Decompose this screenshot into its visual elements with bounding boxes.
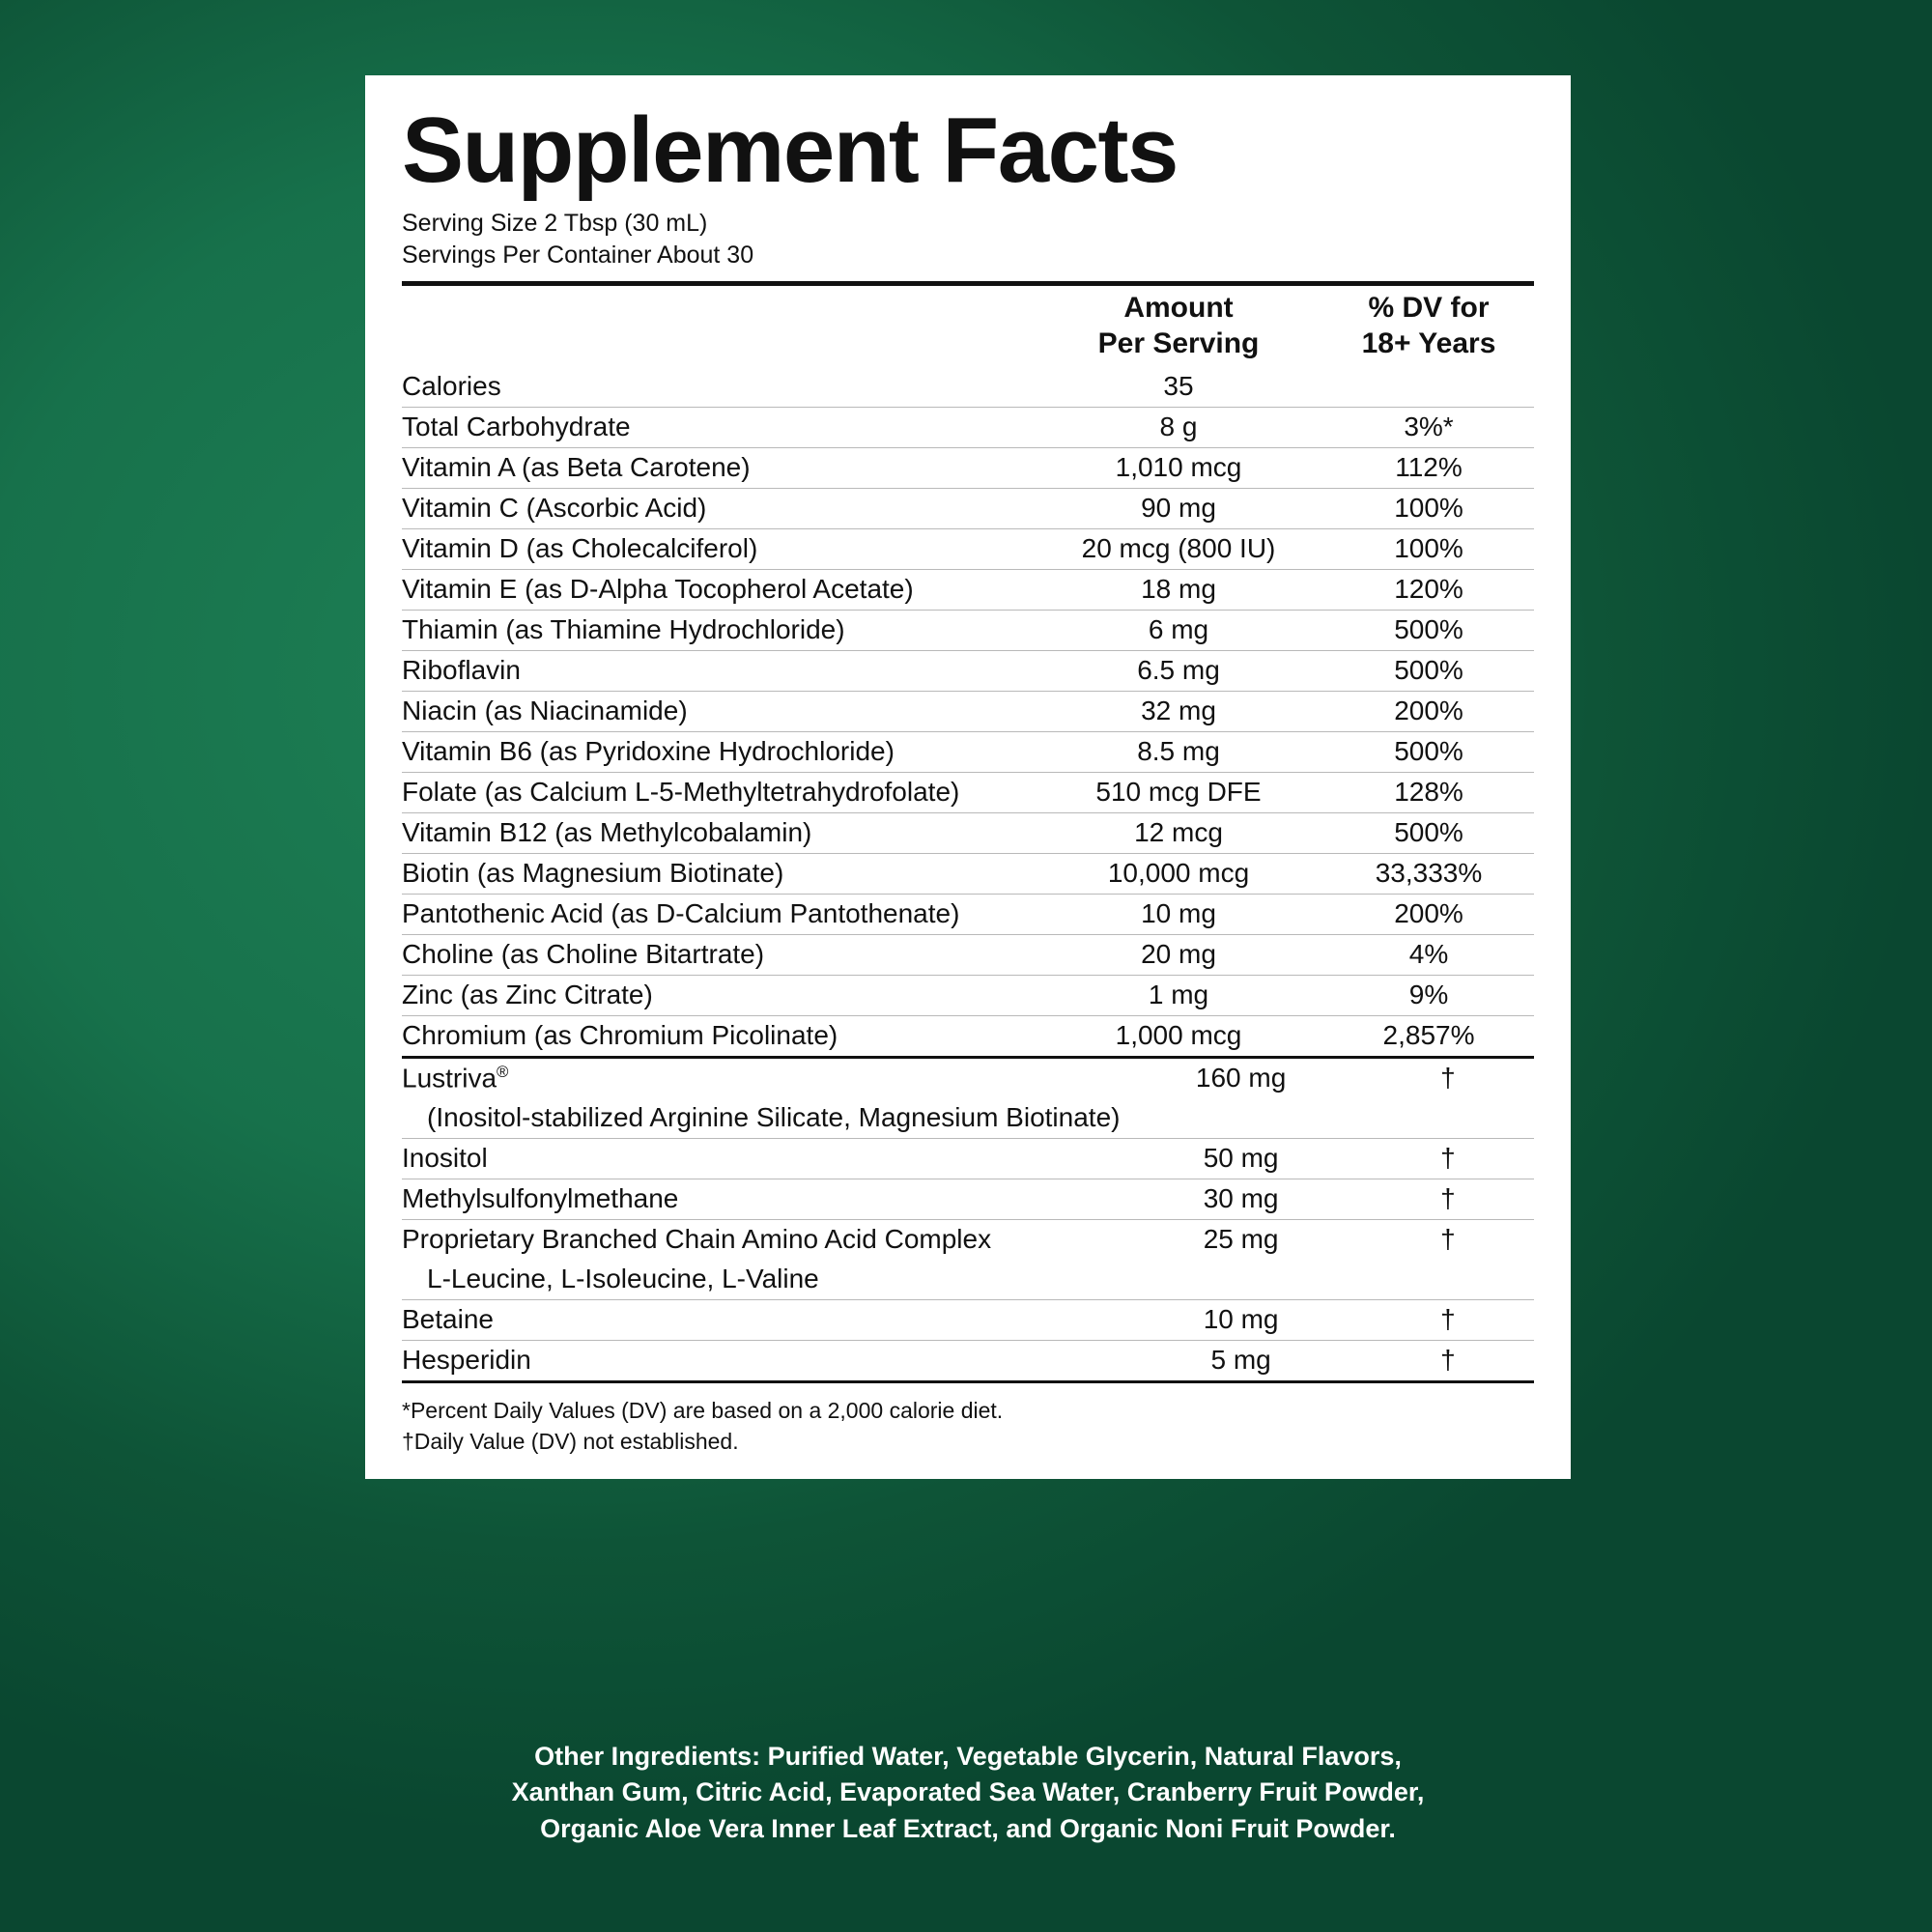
nutrient-dv: 200%	[1323, 894, 1534, 934]
servings-per-container: Servings Per Container About 30	[402, 241, 754, 269]
footnotes	[402, 1383, 1534, 1457]
blend-amount: 160 mg	[1195, 1062, 1287, 1093]
header-dv-line1: % DV for	[1368, 291, 1490, 324]
table-row	[402, 1059, 1534, 1098]
blend-name: Methylsulfonylmethane	[402, 1179, 1120, 1220]
nutrient-amount: 510 mcg DFE	[1034, 772, 1323, 812]
other-ingredients	[365, 1739, 1571, 1847]
blend-amount: 30 mg	[1120, 1179, 1361, 1220]
blend-name-text: Lustriva	[402, 1063, 497, 1094]
table-row	[402, 1220, 1534, 1261]
nutrient-name: Riboflavin	[402, 650, 1034, 691]
table-row	[402, 407, 1534, 447]
nutrient-dv: 3%*	[1323, 407, 1534, 447]
blend-dv-empty	[1362, 1260, 1534, 1300]
nutrient-amount: 10,000 mcg	[1034, 853, 1323, 894]
nutrient-name: Zinc (as Zinc Citrate)	[402, 975, 1034, 1015]
header-amount-line1: Amount	[1123, 291, 1234, 324]
registered-mark: ®	[497, 1062, 509, 1081]
nutrient-name: Vitamin D (as Cholecalciferol)	[402, 528, 1034, 569]
blend-dv: †	[1440, 1224, 1456, 1255]
page-title: Supplement Facts	[402, 99, 1178, 202]
blend-amount-empty	[1120, 1098, 1361, 1139]
nutrient-name: Niacin (as Niacinamide)	[402, 691, 1034, 731]
blend-amount: 25 mg	[1203, 1224, 1279, 1255]
nutrient-dv: 100%	[1323, 528, 1534, 569]
blend-name: Proprietary Branched Chain Amino Acid Complex	[402, 1224, 992, 1255]
blend-dv: †	[1362, 1139, 1534, 1179]
nutrient-name: Vitamin C (Ascorbic Acid)	[402, 488, 1034, 528]
blend-table	[402, 1059, 1534, 1380]
nutrient-amount: 12 mcg	[1034, 812, 1323, 853]
nutrient-name: Vitamin B12 (as Methylcobalamin)	[402, 812, 1034, 853]
footnote-percent-dv: *Percent Daily Values (DV) are based on a 2,000 calorie diet.	[402, 1398, 1004, 1424]
table-row	[402, 488, 1534, 528]
nutrient-name: Vitamin B6 (as Pyridoxine Hydrochloride)	[402, 731, 1034, 772]
nutrient-name: Total Carbohydrate	[402, 407, 1034, 447]
nutrient-dv: 33,333%	[1323, 853, 1534, 894]
table-row	[402, 1015, 1534, 1056]
nutrient-name: Biotin (as Magnesium Biotinate)	[402, 853, 1034, 894]
blend-amount: 10 mg	[1120, 1300, 1361, 1341]
table-row	[402, 934, 1534, 975]
nutrient-dv: 128%	[1323, 772, 1534, 812]
blend-dv: †	[1440, 1062, 1456, 1093]
table-row	[402, 1260, 1534, 1300]
blend-dv: †	[1440, 1345, 1456, 1376]
table-row	[402, 691, 1534, 731]
table-row	[402, 650, 1534, 691]
nutrient-amount: 1,010 mcg	[1034, 447, 1323, 488]
other-ingredients-line-1: Other Ingredients: Purified Water, Vegetable Glycerin, Natural Flavors,	[534, 1742, 1402, 1771]
table-row	[402, 1300, 1534, 1341]
nutrient-dv: 120%	[1323, 569, 1534, 610]
footnote-dagger: †Daily Value (DV) not established.	[402, 1429, 739, 1455]
nutrient-amount: 32 mg	[1034, 691, 1323, 731]
nutrient-amount: 1,000 mcg	[1115, 1019, 1242, 1050]
table-row	[402, 853, 1534, 894]
nutrient-amount: 35	[1034, 367, 1323, 408]
table-row	[402, 1139, 1534, 1179]
nutrient-amount: 8.5 mg	[1034, 731, 1323, 772]
blend-name: Hesperidin	[402, 1345, 531, 1376]
blend-name: Betaine	[402, 1300, 1120, 1341]
table-row	[402, 1098, 1534, 1139]
nutrient-name: Calories	[402, 367, 1034, 408]
nutrient-dv: 9%	[1323, 975, 1534, 1015]
blend-amount-empty	[1120, 1260, 1361, 1300]
nutrient-dv: 200%	[1323, 691, 1534, 731]
nutrient-name: Thiamin (as Thiamine Hydrochloride)	[402, 610, 1034, 650]
blend-dv: †	[1362, 1300, 1534, 1341]
table-row	[402, 610, 1534, 650]
blend-name	[402, 1059, 1120, 1098]
nutrient-amount: 20 mcg (800 IU)	[1034, 528, 1323, 569]
nutrient-name: Vitamin A (as Beta Carotene)	[402, 447, 1034, 488]
nutrient-amount: 10 mg	[1034, 894, 1323, 934]
table-row	[402, 772, 1534, 812]
nutrient-amount: 90 mg	[1034, 488, 1323, 528]
nutrient-amount: 6 mg	[1034, 610, 1323, 650]
header-blank	[402, 286, 1034, 367]
other-ingredients-line-3: Organic Aloe Vera Inner Leaf Extract, and Organic Noni Fruit Powder.	[540, 1813, 1396, 1843]
nutrient-dv: 4%	[1323, 934, 1534, 975]
table-row	[402, 731, 1534, 772]
other-ingredients-line-2: Xanthan Gum, Citric Acid, Evaporated Sea Water, Cranberry Fruit Powder,	[511, 1777, 1425, 1807]
table-row	[402, 367, 1534, 408]
blend-dv-empty	[1362, 1098, 1534, 1139]
table-row	[402, 569, 1534, 610]
blend-subtext: (Inositol-stabilized Arginine Silicate, Magnesium Biotinate)	[402, 1098, 1120, 1139]
table-row	[402, 1341, 1534, 1381]
nutrient-name: Pantothenic Acid (as D-Calcium Pantothenate)	[402, 894, 1034, 934]
nutrient-dv: 500%	[1323, 812, 1534, 853]
nutrition-table	[402, 286, 1534, 1056]
nutrient-dv: 500%	[1323, 731, 1534, 772]
nutrient-amount: 1 mg	[1034, 975, 1323, 1015]
nutrient-name: Chromium (as Chromium Picolinate)	[402, 1019, 838, 1050]
nutrient-name: Choline (as Choline Bitartrate)	[402, 934, 1034, 975]
header-dv	[1323, 286, 1534, 367]
header-amount-line2: Per Serving	[1097, 327, 1260, 360]
blend-name: Inositol	[402, 1139, 1120, 1179]
nutrient-amount: 8 g	[1034, 407, 1323, 447]
nutrient-name: Folate (as Calcium L-5-Methyltetrahydrofolate)	[402, 772, 1034, 812]
table-row	[402, 447, 1534, 488]
nutrient-dv: 112%	[1323, 447, 1534, 488]
nutrient-amount: 20 mg	[1034, 934, 1323, 975]
serving-size: Serving Size 2 Tbsp (30 mL)	[402, 209, 708, 237]
table-row	[402, 528, 1534, 569]
table-row	[402, 975, 1534, 1015]
blend-amount: 5 mg	[1210, 1345, 1271, 1376]
nutrient-amount: 6.5 mg	[1034, 650, 1323, 691]
nutrient-dv: 2,857%	[1382, 1019, 1475, 1050]
blend-subtext: L-Leucine, L-Isoleucine, L-Valine	[402, 1260, 1120, 1300]
table-header-row	[402, 286, 1534, 367]
nutrient-dv	[1323, 367, 1534, 408]
blend-dv: †	[1362, 1179, 1534, 1220]
nutrient-amount: 18 mg	[1034, 569, 1323, 610]
nutrient-dv: 100%	[1323, 488, 1534, 528]
header-amount	[1034, 286, 1323, 367]
header-dv-line2: 18+ Years	[1361, 327, 1496, 360]
nutrient-name: Vitamin E (as D-Alpha Tocopherol Acetate)	[402, 569, 1034, 610]
nutrient-dv: 500%	[1323, 610, 1534, 650]
nutrient-dv: 500%	[1323, 650, 1534, 691]
table-row	[402, 894, 1534, 934]
table-row	[402, 812, 1534, 853]
table-row	[402, 1179, 1534, 1220]
blend-amount: 50 mg	[1120, 1139, 1361, 1179]
supplement-facts-panel	[365, 75, 1571, 1479]
